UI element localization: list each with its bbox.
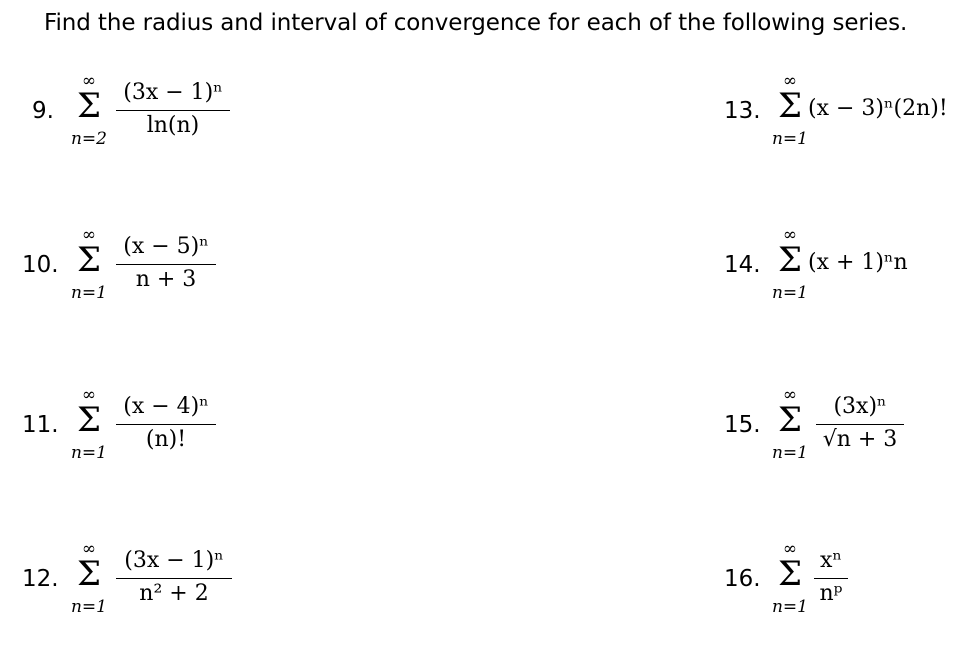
summation-sign [768,386,812,482]
denominator: n + 3 [135,267,197,292]
summation-sign [768,72,812,168]
problem-number: 11. [22,412,59,438]
sigma-symbol: Σ [76,240,102,280]
numerator: (3x − 1)ⁿ [123,80,223,105]
problem-15 [724,386,974,482]
series-term: (x − 3)ⁿ(2n)! [808,96,948,121]
denominator: n² + 2 [139,581,209,606]
fraction [116,386,216,455]
upper-limit: ∞ [81,385,97,405]
series-term: (x + 1)ⁿn [808,250,908,275]
lower-limit: n=2 [70,129,107,149]
summation-sign [67,540,111,636]
fraction [116,72,230,141]
summation-sign [768,540,812,636]
denominator: ln(n) [146,113,200,138]
sigma-symbol: Σ [777,554,803,594]
fraction [816,386,904,455]
problem-number: 10. [22,252,59,278]
problem-12 [22,540,282,636]
upper-limit: ∞ [81,71,97,91]
lower-limit: n=1 [771,129,808,149]
problem-number: 16. [724,566,761,592]
sigma-symbol: Σ [777,400,803,440]
problem-16 [724,540,974,636]
sigma-symbol: Σ [777,240,803,280]
upper-limit: ∞ [81,225,97,245]
problem-9 [32,72,292,168]
lower-limit: n=1 [70,443,107,463]
summation-sign [67,72,111,168]
summation-sign [67,226,111,322]
denominator: (n)! [145,427,187,452]
upper-limit: ∞ [81,539,97,559]
fraction [116,226,216,295]
problem-number: 9. [32,98,54,124]
numerator: xⁿ [820,548,842,573]
denominator: nᵖ [819,581,843,606]
upper-limit: ∞ [782,71,798,91]
fraction [116,540,232,609]
instructions-heading: Find the radius and interval of convergence for each of the following series. [44,10,908,36]
upper-limit: ∞ [782,539,798,559]
summation-sign [67,386,111,482]
denominator: √n + 3 [822,427,898,452]
problem-13 [724,72,974,168]
fraction [814,540,848,609]
numerator: (3x)ⁿ [833,394,887,419]
numerator: (x − 4)ⁿ [123,394,209,419]
problem-number: 14. [724,252,761,278]
problem-number: 13. [724,98,761,124]
sigma-symbol: Σ [76,86,102,126]
problem-11 [22,386,282,482]
upper-limit: ∞ [782,385,798,405]
problem-number: 15. [724,412,761,438]
upper-limit: ∞ [782,225,798,245]
lower-limit: n=1 [771,443,808,463]
lower-limit: n=1 [771,283,808,303]
problem-14 [724,226,974,322]
lower-limit: n=1 [70,283,107,303]
lower-limit: n=1 [771,597,808,617]
lower-limit: n=1 [70,597,107,617]
numerator: (x − 5)ⁿ [123,234,209,259]
problem-number: 12. [22,566,59,592]
summation-sign [768,226,812,322]
problem-10 [22,226,282,322]
sigma-symbol: Σ [76,400,102,440]
numerator: (3x − 1)ⁿ [124,548,224,573]
sigma-symbol: Σ [777,86,803,126]
sigma-symbol: Σ [76,554,102,594]
